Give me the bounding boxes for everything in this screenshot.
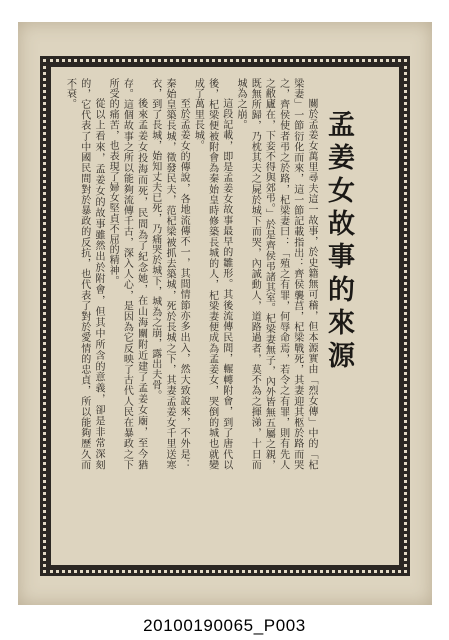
image-caption: 20100190065_P003	[143, 616, 306, 635]
paragraph: 後來孟姜女投海而死，民間為了紀念她，在山海關附近建了孟姜女廟，至今猶存。這個故事之所以能夠流傳千古，深入人心，是因為它反映了古代人民在暴政之下所受的痛苦，也表現了婦女堅貞不屈的精神。	[107, 78, 147, 470]
paper-page	[18, 22, 432, 605]
paragraph: 這段記載，即是孟姜女故事最早的雛形。其後流傳民間，輾轉附會，到了唐代以後，杞梁便被附會為秦始皇時修築長城的人，杞梁妻便成為孟姜女，哭倒的城也就變成了萬里長城。	[192, 78, 232, 470]
document-title: 孟姜女故事的來源	[323, 110, 354, 374]
paragraph: 關於孟姜女萬里尋夫這一故事，於史籍無可稽，但本源實由「烈女傳」中的「杞梁妻」一節衍化而來，這一節記載指出：齊侯襲莒，杞梁戰死，其妻迎其柩於路而哭之，齊侯使者弔之於路，杞梁妻曰：「殖之有罪，何辱命焉，若令之有罪，則有先人之敝廬在，下妾不得與郊弔。」於是齊侯弔諸其室。杞梁妻無子，內外皆無五屬之親，既無所歸，乃枕其夫之屍於城下而哭，內誠動人，道路過者，莫不為之揮涕，十日而城為之崩。	[234, 78, 317, 470]
body-text	[64, 78, 318, 470]
paragraph: 從以上看來，孟姜女的故事雖然出於附會，但其中所含的意義，卻是非常深刻的，它代表了中國民間對於暴政的反抗，也代表了對於愛情的忠貞，所以能夠歷久而不衰。	[64, 78, 104, 470]
paragraph: 至於孟姜女的傳說，各地流傳不一，其間情節亦多出入，然大致說來，不外是：秦始皇築長城，徵發民夫，范杞梁被抓去築城，死於長城之下，其妻孟姜女千里送寒衣，到了長城，始知丈夫已死，乃痛哭於城下，城為之崩，露出夫骨。	[149, 78, 190, 470]
decorative-border	[40, 56, 410, 576]
